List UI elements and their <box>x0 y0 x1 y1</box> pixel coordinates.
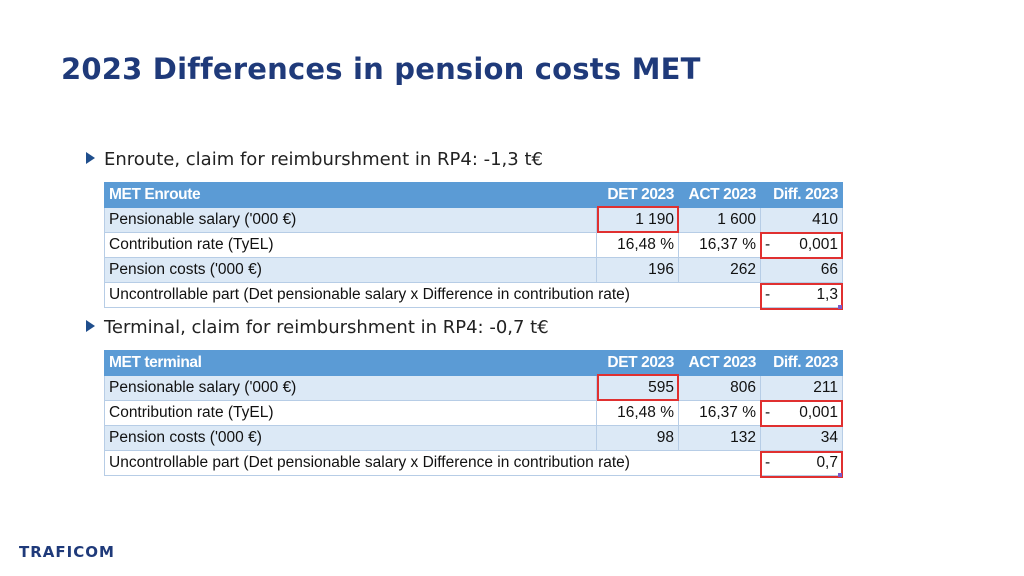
table-row <box>105 401 843 426</box>
row-label: Pension costs ('000 €) <box>105 426 597 451</box>
table-header-row <box>105 183 843 208</box>
met-enroute-table <box>104 182 843 308</box>
diff-value: 1,3 <box>816 286 838 303</box>
diff-sign: - <box>765 236 771 253</box>
cell-diff: 211 <box>761 376 843 401</box>
table-row <box>105 283 843 308</box>
cell-act: 806 <box>679 376 761 401</box>
bullet-terminal-text: Terminal, claim for reimburshment in RP4: -0,7 t€ <box>104 317 549 338</box>
cell-act: 262 <box>679 258 761 283</box>
table-row <box>105 233 843 258</box>
row-label: Pension costs ('000 €) <box>105 258 597 283</box>
table-row <box>105 426 843 451</box>
row-label: Uncontrollable part (Det pensionable salary x Difference in contribution rate) <box>105 451 761 476</box>
table-header-row <box>105 351 843 376</box>
met-terminal-table <box>104 350 843 476</box>
traficom-logo: TRAFICOM <box>19 543 115 561</box>
cell-det: 16,48 % <box>597 401 679 426</box>
table-row <box>105 208 843 233</box>
bullet-enroute-text: Enroute, claim for reimburshment in RP4: -1,3 t€ <box>104 149 543 170</box>
table-row <box>105 451 843 476</box>
row-label: Contribution rate (TyEL) <box>105 233 597 258</box>
diff-value: 0,001 <box>799 236 838 253</box>
slide-title: 2023 Differences in pension costs MET <box>61 52 701 86</box>
bullet-arrow-icon <box>86 152 95 164</box>
row-label: Pensionable salary ('000 €) <box>105 208 597 233</box>
header-det: DET 2023 <box>597 183 679 208</box>
diff-sign: - <box>765 454 771 471</box>
cell-diff: 66 <box>761 258 843 283</box>
header-det: DET 2023 <box>597 351 679 376</box>
diff-sign: - <box>765 404 771 421</box>
cell-det: 16,48 % <box>597 233 679 258</box>
cell-diff <box>761 283 843 308</box>
diff-value: 0,7 <box>816 454 838 471</box>
diff-value: 0,001 <box>799 404 838 421</box>
bullet-enroute <box>86 149 543 170</box>
cell-diff: 410 <box>761 208 843 233</box>
cell-act: 16,37 % <box>679 401 761 426</box>
cell-det: 595 <box>597 376 679 401</box>
header-label: MET terminal <box>105 351 597 376</box>
cell-det: 98 <box>597 426 679 451</box>
header-act: ACT 2023 <box>679 351 761 376</box>
row-label: Contribution rate (TyEL) <box>105 401 597 426</box>
cell-act: 132 <box>679 426 761 451</box>
selection-handle-icon <box>838 473 842 477</box>
bullet-arrow-icon <box>86 320 95 332</box>
cell-diff <box>761 451 843 476</box>
row-label: Pensionable salary ('000 €) <box>105 376 597 401</box>
header-label: MET Enroute <box>105 183 597 208</box>
row-label: Uncontrollable part (Det pensionable salary x Difference in contribution rate) <box>105 283 761 308</box>
cell-diff <box>761 401 843 426</box>
selection-handle-icon <box>838 305 842 309</box>
header-diff: Diff. 2023 <box>761 351 843 376</box>
cell-act: 16,37 % <box>679 233 761 258</box>
header-diff: Diff. 2023 <box>761 183 843 208</box>
cell-det: 1 190 <box>597 208 679 233</box>
table-row <box>105 376 843 401</box>
cell-diff <box>761 233 843 258</box>
cell-act: 1 600 <box>679 208 761 233</box>
table-row <box>105 258 843 283</box>
diff-sign: - <box>765 286 771 303</box>
cell-det: 196 <box>597 258 679 283</box>
cell-diff: 34 <box>761 426 843 451</box>
header-act: ACT 2023 <box>679 183 761 208</box>
bullet-terminal <box>86 317 549 338</box>
